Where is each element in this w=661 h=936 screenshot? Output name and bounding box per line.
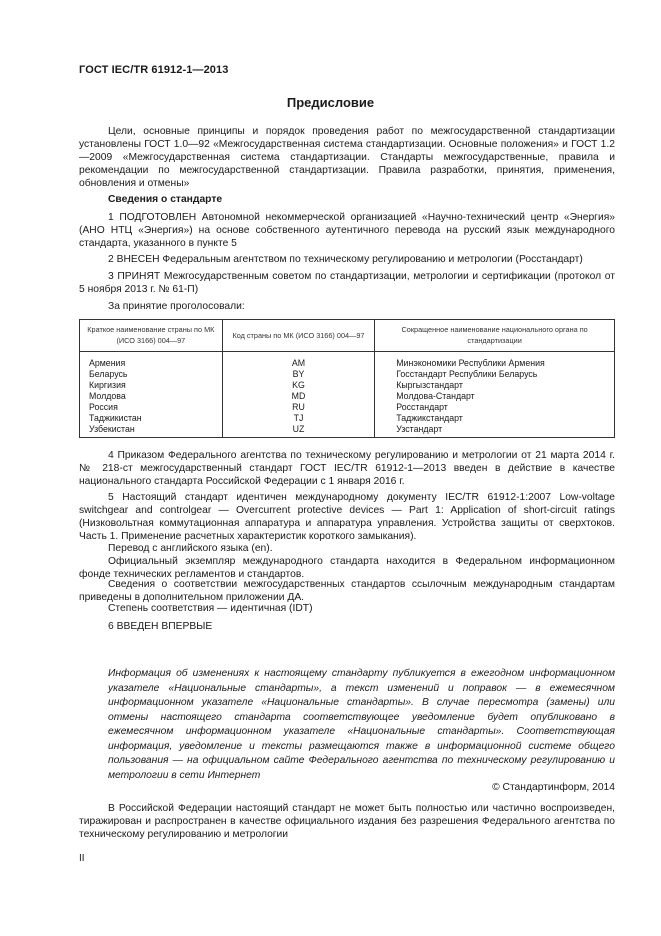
intro-paragraph: Цели, основные принципы и порядок проведения работ по межгосударственной стандартизации установлены ГОСТ 1.0—92 «Межгосударственная система стандартизации. Основные положения» и ГОСТ 1.2—2009 «Межгосударственная система стандартизации. Стандарты межгосударственные, правила и рекомендации по межгосударственной стандартизации. Правила разработки, принятия, применения, обновления и отмены» <box>79 126 615 189</box>
country-cell: Узбекистан <box>80 424 223 438</box>
item-5-language: Перевод с английского языка (en). <box>108 543 273 554</box>
footer-notice: В Российской Федерации настоящий стандарт не может быть полностью или частично воспроизведен, тиражирован и распространен в качестве официального издания без разрешения Федерального агентства по техническому регулированию и метрологии <box>79 803 615 840</box>
body-cell: Молдова-Стандарт <box>375 391 615 402</box>
item-5-official-copy: Официальный экземпляр международного стандарта находится в Федеральном информационном фонде технических регламентов и стандартов. <box>79 556 615 580</box>
header-code: Код страны по МК (ИСО 3166) 004—97 <box>222 320 375 352</box>
item-5-paragraph: 5 Настоящий стандарт идентичен международному документу IEC/TR 61912-1:2007 Low-voltage switchgear and controlgear — Overcurrent protective devices — Part 1: Application of short-circuit ratings (Низковольтная коммутационная аппаратура и аппаратура управления. Устройства защиты от сверхтоков. Часть 1. Применение расчетных характеристик короткого замыкания). <box>79 492 615 542</box>
copyright-line: © Стандартинформ, 2014 <box>492 782 615 793</box>
table-row <box>80 369 615 380</box>
table-row <box>80 380 615 391</box>
table-row <box>80 352 615 370</box>
item-6-paragraph: 6 ВВЕДЕН ВПЕРВЫЕ <box>108 621 213 632</box>
code-cell: BY <box>222 369 375 380</box>
table-row <box>80 413 615 424</box>
item-5-degree: Степень соответствия — идентичная (IDT) <box>108 603 313 614</box>
section-heading: Сведения о стандарте <box>108 194 223 205</box>
code-cell: KG <box>222 380 375 391</box>
code-cell: RU <box>222 402 375 413</box>
body-cell: Кыргызстандарт <box>375 380 615 391</box>
code-cell: AM <box>222 352 375 370</box>
code-cell: TJ <box>222 413 375 424</box>
item-3-paragraph: 3 ПРИНЯТ Межгосударственным советом по стандартизации, метрологии и сертификации (протокол от 5 ноября 2013 г. № 61-П) <box>79 271 615 295</box>
item-5-references: Сведения о соответствии межгосударственных стандартов ссылочным международным стандартам приведены в дополнительном приложении ДА. <box>79 579 615 603</box>
vote-intro: За принятие проголосовали: <box>108 301 245 312</box>
code-cell: MD <box>222 391 375 402</box>
votes-table <box>79 319 615 438</box>
body-cell: Росстандарт <box>375 402 615 413</box>
country-cell: Беларусь <box>80 369 223 380</box>
votes-table-header <box>80 320 615 352</box>
country-cell: Россия <box>80 402 223 413</box>
body-cell: Минэкономики Республики Армения <box>375 352 615 370</box>
country-cell: Молдова <box>80 391 223 402</box>
body-cell: Узстандарт <box>375 424 615 438</box>
header-body: Сокращенное наименование национального органа по стандартизации <box>375 320 615 352</box>
table-row <box>80 424 615 438</box>
info-notice: Информация об изменениях к настоящему стандарту публикуется в ежегодном информационном указателе «Национальные стандарты», а текст изменений и поправок — в ежемесячном информационном указателе «Национальные стандарты». В случае пересмотра (замены) или отмены настоящего стандарта соответствующее уведомление будет опубликовано в ежемесячном информационном указателе «Национальные стандарты». Соответствующая информация, уведомление и тексты размещаются также в информационной системе общего пользования — на официальном сайте Федерального агентства по техническому регулированию и метрологии в сети Интернет <box>108 668 615 781</box>
header-country: Краткое наименование страны по МК (ИСО 3166) 004—97 <box>80 320 223 352</box>
item-2-paragraph: 2 ВНЕСЕН Федеральным агентством по техническому регулированию и метрологии (Росстандарт) <box>108 254 583 265</box>
country-cell: Киргизия <box>80 380 223 391</box>
body-cell: Таджикстандарт <box>375 413 615 424</box>
country-cell: Армения <box>80 352 223 370</box>
country-cell: Таджикистан <box>80 413 223 424</box>
table-row <box>80 402 615 413</box>
document-id-header: ГОСТ IEC/TR 61912-1—2013 <box>79 64 229 76</box>
body-cell: Госстандарт Республики Беларусь <box>375 369 615 380</box>
page-title: Предисловие <box>286 95 375 110</box>
item-4-paragraph: 4 Приказом Федерального агентства по техническому регулированию и метрологии от 21 марта 2014 г. № 218-ст межгосударственный стандарт ГОСТ IEC/TR 61912-1—2013 введен в действие в качестве национального стандарта Российской Федерации с 1 января 2016 г. <box>79 450 615 487</box>
code-cell: UZ <box>222 424 375 438</box>
page-number: II <box>79 853 85 864</box>
table-row <box>80 391 615 402</box>
item-1-paragraph: 1 ПОДГОТОВЛЕН Автономной некоммерческой организацией «Научно-технический центр «Энергия» (АНО НТЦ «Энергия») на основе собственного аутентичного перевода на русский язык международного стандарта, указанного в пункте 5 <box>79 212 615 249</box>
